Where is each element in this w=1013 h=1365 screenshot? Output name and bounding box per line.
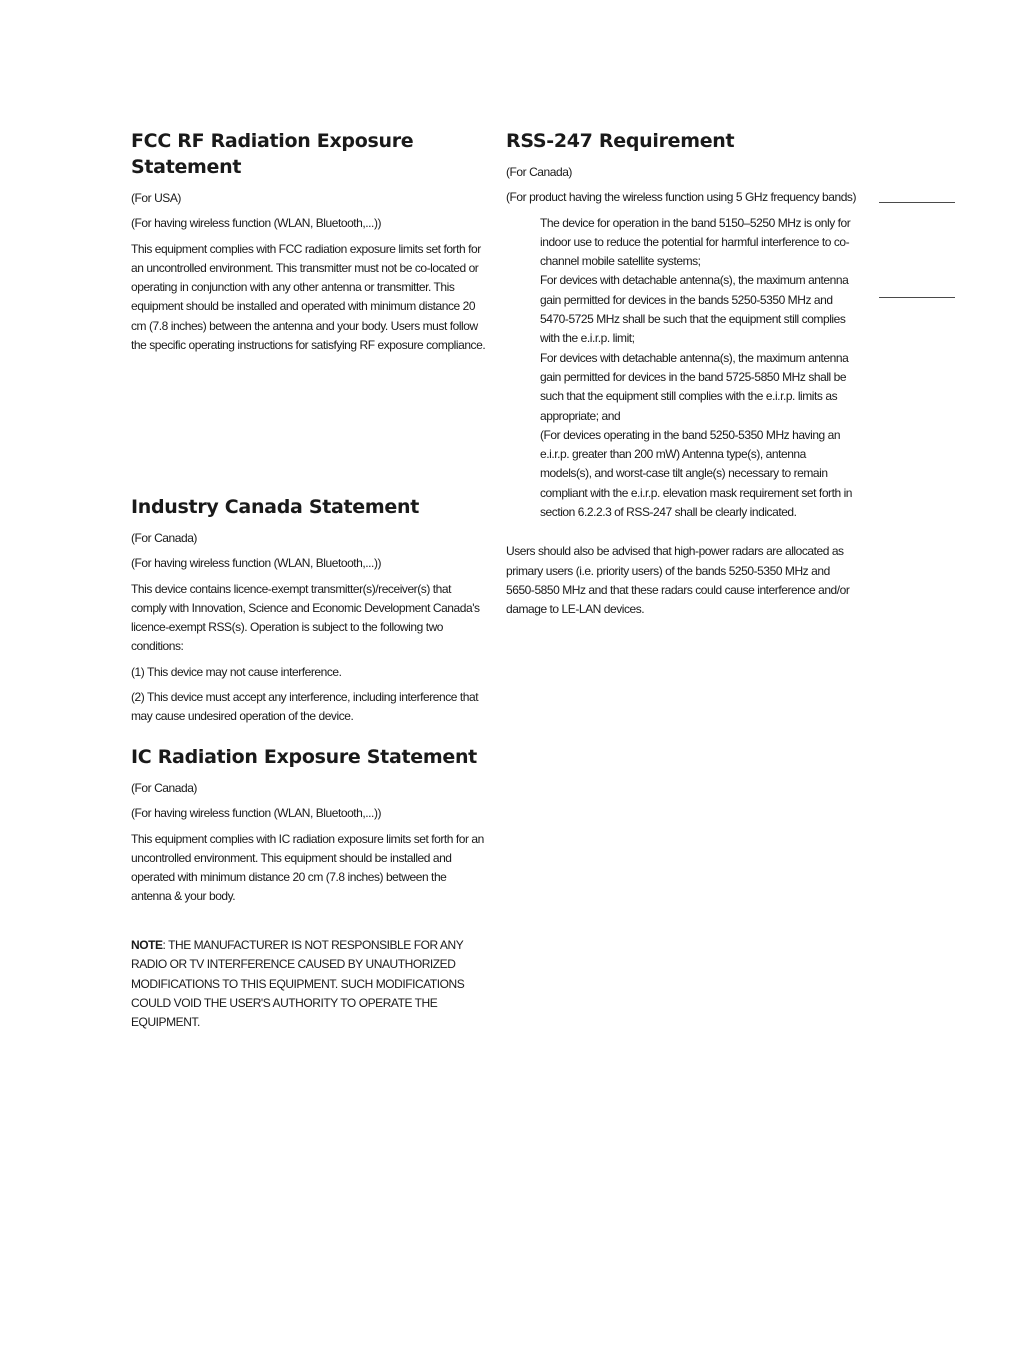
manufacturer-note bbox=[131, 936, 487, 1032]
ic-radiation-wireless-note: (For having wireless function (WLAN, Bluetooth,...)) bbox=[131, 806, 382, 821]
ic-radiation-for: (For Canada) bbox=[131, 781, 197, 795]
margin-tab-rule-top bbox=[879, 202, 955, 203]
rss247-item: For devices with detachable antenna(s), the maximum antenna gain permitted for devices in the bands 5250-5350 MHz and 5470-5725 MHz shall be such that the equipment still complies with the e.i.r.p. limit; bbox=[540, 273, 849, 346]
rss247-item: The device for operation in the band 5150–5250 MHz is only for indoor use to reduce the potential for harmful interference to co-channel mobile satellite systems; bbox=[540, 215, 851, 269]
rss247-section bbox=[506, 128, 858, 620]
industry-canada-for: (For Canada) bbox=[131, 531, 197, 545]
industry-canada-body: This device contains licence-exempt transmitter(s)/receiver(s) that comply with Innovation, Science and Economic Development Canada's licence-exempt RSS(s). Operation is subject to the following two conditions: bbox=[131, 581, 480, 654]
rss247-for: (For Canada) bbox=[506, 165, 572, 179]
industry-canada-section bbox=[131, 494, 487, 733]
rss247-radar-note: Users should also be advised that high-power radars are allocated as primary users (i.e. priority users) of the bands 5250-5350 MHz and 5650-5850 MHz and that these radars could cause interference and/or damage to LE-LAN devices. bbox=[506, 544, 850, 617]
rss247-requirements-list bbox=[506, 214, 858, 523]
industry-canada-wireless-note: (For having wireless function (WLAN, Bluetooth,...)) bbox=[131, 556, 382, 571]
rss247-item: (For devices operating in the band 5250-5350 MHz having an e.i.r.p. greater than 200 mW) Antenna type(s), antenna models(s), and worst-case tilt angle(s) necessary to remain compliant with the e.i.r.p. elevation mask requirement set forth in section 6.2.2.3 of RSS-247 shall be clearly indicated. bbox=[540, 427, 853, 520]
rss247-product-note: (For product having the wireless function using 5 GHz frequency bands) bbox=[506, 190, 857, 205]
right-column bbox=[506, 128, 858, 626]
note-label: NOTE bbox=[131, 938, 163, 952]
left-column bbox=[131, 128, 487, 1030]
note-text: : THE MANUFACTURER IS NOT RESPONSIBLE FOR ANY RADIO OR TV INTERFERENCE CAUSED BY UNAUTHORIZED MODIFICATIONS TO THIS EQUIPMENT. SUCH MODIFICATIONS COULD VOID THE USER'S AUTHORITY TO OPERATE THE EQUIPMENT. bbox=[131, 938, 465, 1030]
fcc-heading: FCC RF Radiation Exposure Statement bbox=[131, 130, 414, 178]
ic-radiation-body: This equipment complies with IC radiation exposure limits set forth for an uncontrolled environment. This equipment should be installed and operated with minimum distance 20 cm (7.8 inches) between the antenna & your body. bbox=[131, 831, 484, 904]
fcc-wireless-note: (For having wireless function (WLAN, Bluetooth,...)) bbox=[131, 216, 382, 231]
fcc-body: This equipment complies with FCC radiation exposure limits set forth for an uncontrolled environment. This transmitter must not be co-located or operating in conjunction with any other antenna or transmitter. This equipment should be installed and operated with minimum distance 20 cm (7.8 inches) between the antenna and your body. Users must follow the specific operating instructions for satisfying RF exposure compliance. bbox=[131, 241, 486, 353]
ic-radiation-heading: IC Radiation Exposure Statement bbox=[131, 746, 477, 768]
industry-canada-condition-2: (2) This device must accept any interference, including interference that may cause undesired operation of the device. bbox=[131, 690, 479, 724]
note-paragraph bbox=[131, 936, 487, 1032]
rss247-item: For devices with detachable antenna(s), the maximum antenna gain permitted for devices in the band 5725-5850 MHz shall be such that the equipment still complies with the e.i.r.p. limits as appropriate; and bbox=[540, 350, 849, 423]
rss247-heading: RSS-247 Requirement bbox=[506, 130, 735, 152]
margin-tab-rule-bottom bbox=[879, 297, 955, 298]
fcc-section bbox=[131, 128, 487, 355]
fcc-for-usa: (For USA) bbox=[131, 191, 181, 205]
industry-canada-heading: Industry Canada Statement bbox=[131, 496, 419, 518]
ic-radiation-section bbox=[131, 744, 487, 913]
industry-canada-condition-1: (1) This device may not cause interference. bbox=[131, 664, 342, 679]
